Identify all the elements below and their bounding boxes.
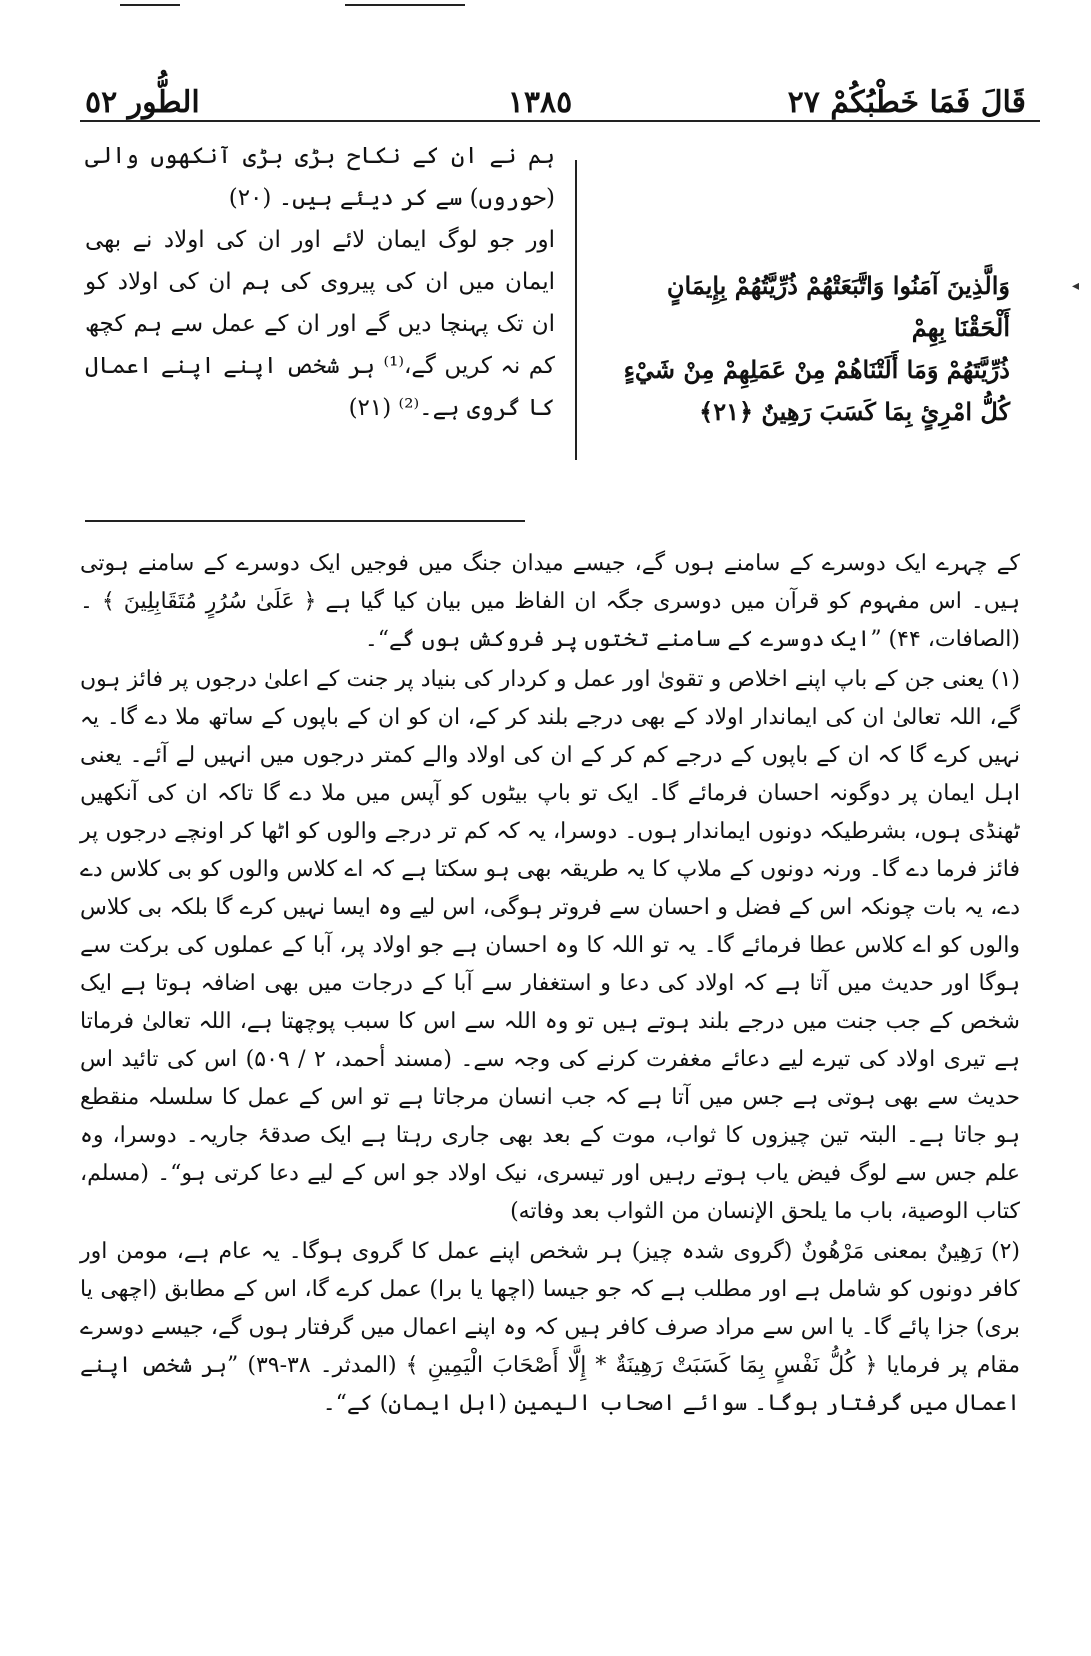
footnote-2: (۲) رَهِينٌ بمعنی مَرْهُونٌ (گروی شدہ چیز) ہر شخص اپنے عمل کا گروی ہوگا۔ یہ عام ہے، مومن اور کافر دونوں کو شامل ہے اور مطلب ہے کہ جو جیسا (اچھا یا برا) عمل کرے گا، اس کے مطابق (اچھی یا بری) جزا پائے گا۔ یا اس سے مراد صرف کافر ہیں کہ وہ اپنے اعمال میں گرفتار ہوں گے، جیسے دوسرے مقام پر فرمایا ﴿ كُلُّ نَفْسٍ بِمَا كَسَبَتْ رَهِينَةٌ * إِلَّا أَصْحَابَ الْيَمِينِ ﴾ (المدثر۔ ۳۸-۳۹) ”ہر شخص اپنے اعمال میں گرفتار ہوگا۔ سوائے اصحاب الیمین (اہل ایمان) کے“۔ bbox=[80, 1239, 1020, 1416]
arabic-verse bbox=[610, 265, 1010, 433]
translation-verse-20: ہم نے ان کے نکاح بڑی بڑی آنکھوں والی (حوروں) سے کر دیئے ہیں۔ (۲۰) bbox=[85, 143, 555, 211]
header-surah-name: الطُّور ٥٢ bbox=[85, 85, 200, 120]
column-divider bbox=[575, 160, 577, 460]
commentary bbox=[80, 545, 1020, 1425]
header-surah-part: قَالَ فَمَا خَطْبُكُمْ ٢٧ bbox=[787, 85, 1026, 120]
top-rule-left bbox=[120, 4, 180, 6]
translation-verse-21: اور جو لوگ ایمان لائے اور ان کی اولاد نے بھی ایمان میں ان کی پیروی کی ہم ان کی اولاد کو ان تک پہنچا دیں گے اور ان کے عمل سے ہم کچھ کم نہ کریں گے،⁽¹⁾ ہر شخص اپنے اپنے اعمال کا گروی ہے۔⁽²⁾ (۲۱) bbox=[85, 227, 555, 421]
header-rule bbox=[80, 120, 1040, 122]
arabic-line-2: ذُرِّيَّتَهُمْ وَمَا أَلَتْنَاهُمْ مِنْ عَمَلِهِمْ مِنْ شَيْءٍ bbox=[623, 355, 1010, 384]
arabic-line-1: وَالَّذِينَ آمَنُوا وَاتَّبَعَتْهُمْ ذُرِّيَّتُهُمْ بِإِيمَانٍ أَلْحَقْنَا بِهِمْ bbox=[666, 271, 1010, 342]
urdu-translation bbox=[85, 135, 555, 429]
commentary-continuation: کے چہرے ایک دوسرے کے سامنے ہوں گے، جیسے میدان جنگ میں فوجیں ایک دوسرے کے سامنے ہوتی ہیں۔ اس مفہوم کو قرآن میں دوسری جگہ ان الفاظ میں بیان کیا گیا ہے ﴿ عَلَىٰ سُرُرٍ مُتَقَابِلِينَ ﴾ ۔ (الصافات، ۴۴) ”ایک دوسرے کے سامنے تختوں پر فروکش ہوں گے“۔ bbox=[80, 551, 1020, 652]
arabic-line-3: كُلُّ امْرِئٍ بِمَا كَسَبَ رَهِينٌ ﴿٢١﴾ bbox=[699, 397, 1010, 426]
top-rule-center bbox=[345, 4, 465, 6]
footnote-1: (۱) یعنی جن کے باپ اپنے اخلاص و تقویٰ اور عمل و کردار کی بنیاد پر جنت کے اعلیٰ درجوں پر فائز ہوں گے، اللہ تعالیٰ ان کی ایماندار اولاد کے بھی درجے بلند کر کے، ان کو ان کے باپوں کے ساتھ ملا دے گا۔ یہ نہیں کرے گا کہ ان کے باپوں کے درجے کم کر کے ان کی اولاد والے کمتر درجوں میں انہیں لے آئے۔ یعنی اہل ایمان پر دوگونہ احسان فرمائے گا۔ ایک تو باپ بیٹوں کو آپس میں ملا دے گا تاکہ ان کی آنکھیں ٹھنڈی ہوں، بشرطیکہ دونوں ایماندار ہوں۔ دوسرا، یہ کہ کم تر درجے والوں کو اٹھا کر اونچے درجوں پر فائز فرما دے گا۔ ورنہ دونوں کے ملاپ کا یہ طریقہ بھی ہو سکتا ہے کہ اے کلاس والوں کو بی کلاس دے دے، یہ بات چونکہ اس کے فضل و احسان سے فروتر ہوگی، اس لیے وہ ایسا نہیں کرے گا بلکہ بی کلاس والوں کو اے کلاس عطا فرمائے گا۔ یہ تو اللہ کا وہ احسان ہے جو اولاد پر، آبا کے عملوں کی برکت سے ہوگا اور حدیث میں آتا ہے کہ اولاد کی دعا و استغفار سے آبا کے درجات میں بھی اضافہ ہوتا ہے ایک شخص کے جب جنت میں درجے بلند ہوتے ہیں تو وہ اللہ سے اس کا سبب پوچھتا ہے، اللہ تعالیٰ فرماتا ہے تیری اولاد کی تیرے لیے دعائے مغفرت کرنے کی وجہ سے۔ (مسند أحمد، ۲ / ۵۰۹) اس کی تائید اس حدیث سے بھی ہوتی ہے جس میں آتا ہے کہ جب انسان مرجاتا ہے تو اس کے عمل کا سلسلہ منقطع ہو جاتا ہے۔ البتہ تین چیزوں کا ثواب، موت کے بعد بھی جاری رہتا ہے ایک صدقۂ جاریہ۔ دوسرا، وہ علم جس سے لوگ فیض یاب ہوتے رہیں اور تیسری، نیک اولاد جو اس کے لیے دعا کرتی ہو“۔ (مسلم، کتاب الوصية، باب ما يلحق الإنسان من الثواب بعد وفاته) bbox=[80, 667, 1021, 1224]
side-mark: ◂ bbox=[1072, 278, 1080, 294]
page-number: ١٣٨٥ bbox=[507, 85, 573, 120]
footnote-rule bbox=[85, 520, 525, 522]
